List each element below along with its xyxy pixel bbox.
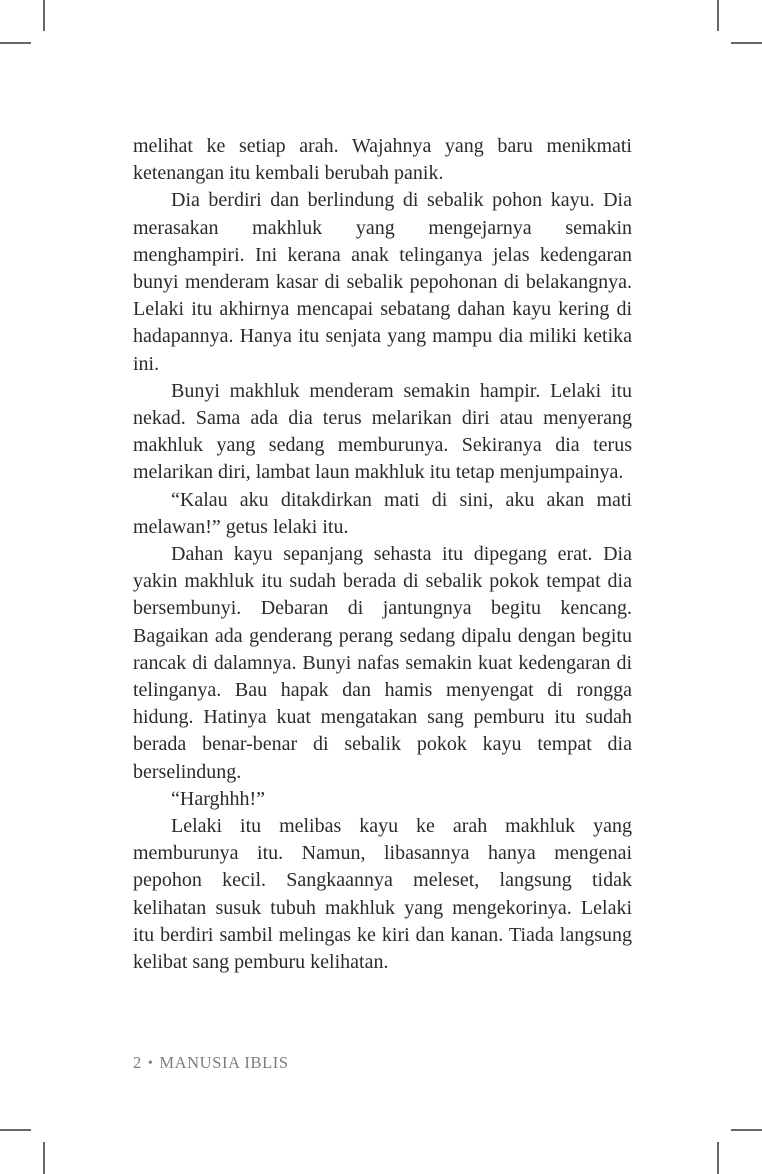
crop-mark-bottom-left-horizontal	[0, 1129, 31, 1131]
paragraph: Dahan kayu sepanjang sehasta itu dipegang erat. Dia yakin makhluk itu sudah berada di sebalik pokok tempat dia bersembunyi. Debaran di jantungnya begitu kencang. Bagaikan ada genderang perang sedang dipalu dengan begitu rancak di dalamnya. Bunyi nafas semakin kuat kedengaran di telinganya. Bau hapak dan hamis menyengat di rongga hidung. Hatinya kuat mengatakan sang pemburu itu sudah berada benar-benar di sebalik pokok kayu tempat dia berselindung.	[133, 543, 632, 783]
paragraph-dialogue: “Kalau aku ditakdirkan mati di sini, aku akan mati melawan!” getus lelaki itu.	[133, 488, 632, 538]
body-text-block	[133, 133, 632, 976]
paragraph: Bunyi makhluk menderam semakin hampir. Lelaki itu nekad. Sama ada dia terus melarikan diri atau menyerang makhluk yang sedang memburunya. Sekiranya dia terus melarikan diri, lambat laun makhluk itu tetap menjumpainya.	[133, 379, 632, 484]
book-title: MANUSIA IBLIS	[159, 1053, 289, 1072]
crop-mark-bottom-left-vertical	[43, 1142, 45, 1174]
paragraph-continuation: melihat ke setiap arah. Wajahnya yang baru menikmati ketenangan itu kembali berubah panik.	[133, 135, 632, 185]
page-number: 2	[133, 1053, 142, 1072]
page-footer	[133, 1053, 289, 1073]
crop-mark-bottom-right-vertical	[717, 1142, 719, 1174]
paragraph: Dia berdiri dan berlindung di sebalik pohon kayu. Dia merasakan makhluk yang mengejarnya semakin menghampiri. Ini kerana anak telinganya jelas kedengaran bunyi menderam kasar di sebalik pepohonan di belakangnya. Lelaki itu akhirnya mencapai sebatang dahan kayu kering di hadapannya. Hanya itu senjata yang mampu dia miliki ketika ini.	[133, 189, 632, 375]
crop-mark-top-left-vertical	[43, 0, 45, 31]
crop-mark-bottom-right-horizontal	[731, 1129, 762, 1131]
crop-mark-top-left-horizontal	[0, 42, 31, 44]
footer-bullet-icon: •	[147, 1056, 154, 1071]
crop-mark-top-right-horizontal	[731, 42, 762, 44]
paragraph-dialogue: “Harghhh!”	[171, 787, 266, 810]
crop-mark-top-right-vertical	[717, 0, 719, 31]
paragraph: Lelaki itu melibas kayu ke arah makhluk yang memburunya itu. Namun, libasannya hanya mengenai pepohon kecil. Sangkaannya meleset, langsung tidak kelihatan susuk tubuh makhluk yang mengekorinya. Lelaki itu berdiri sambil melingas ke kiri dan kanan. Tiada langsung kelibat sang pemburu kelihatan.	[133, 815, 632, 974]
